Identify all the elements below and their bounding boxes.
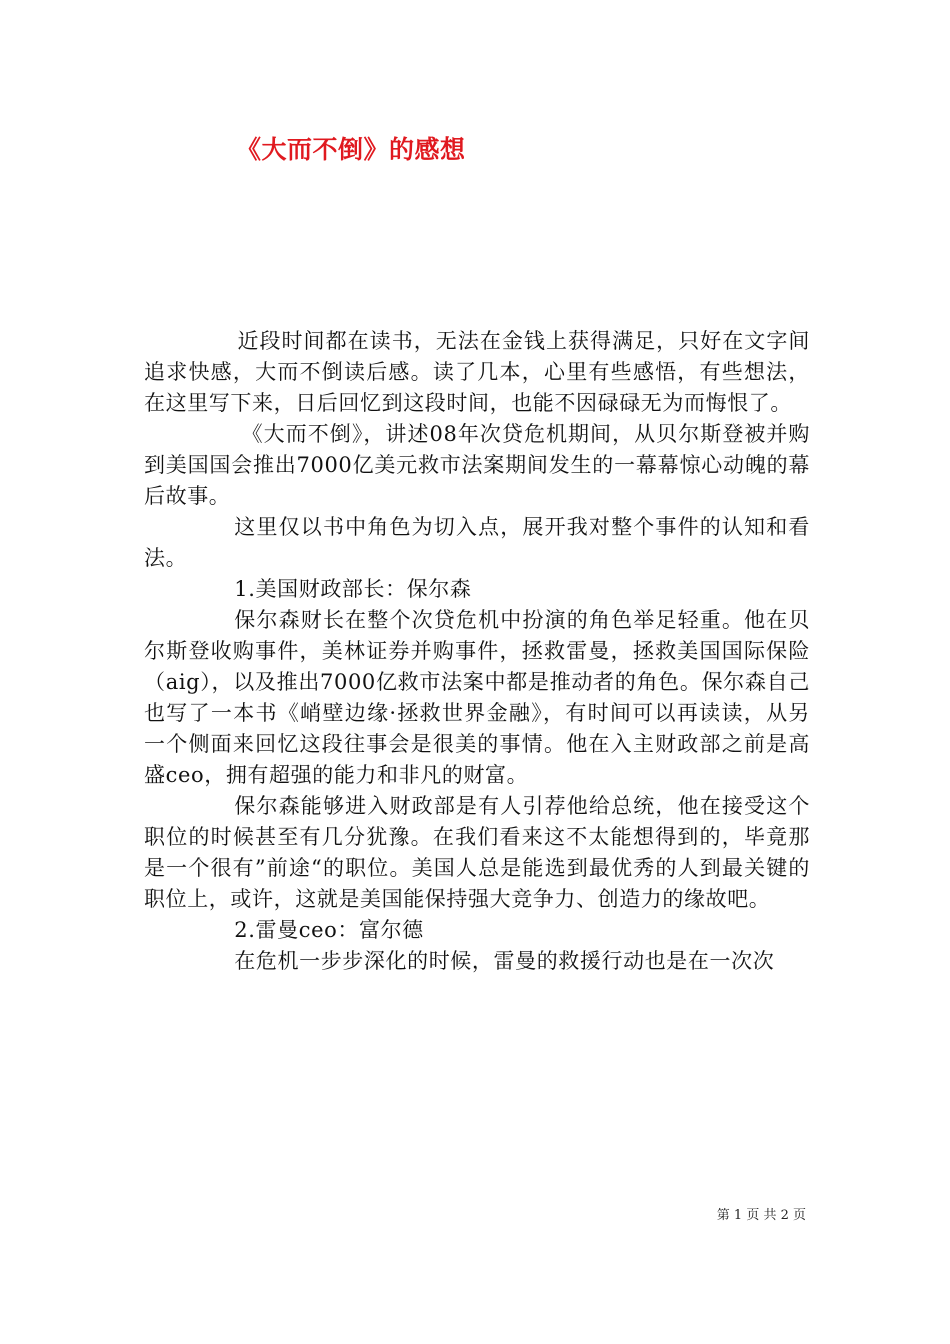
paragraph-perspective: 这里仅以书中角色为切入点，展开我对整个事件的认知和看法。 bbox=[144, 515, 810, 570]
page-number-footer: 第 1 页 共 2 页 bbox=[716, 1208, 806, 1223]
paragraph-intro: 近段时间都在读书，无法在金钱上获得满足，只好在文字间追求快感，大而不倒读后感。读了几本，心里有些感悟，有些想法，在这里写下来，日后回忆到这段时间，也能不因碌碌无为而悔恨了。 bbox=[144, 329, 810, 415]
document-title: 《大而不倒》的感想 bbox=[236, 135, 466, 164]
section-heading-fuld: 2.雷曼ceo：富尔德 bbox=[234, 918, 424, 942]
paragraph-lehman-rescue: 在危机一步步深化的时候，雷曼的救援行动也是在一次次 bbox=[234, 949, 775, 973]
section-heading-paulson: 1.美国财政部长：保尔森 bbox=[234, 577, 472, 601]
paragraph-paulson-appointment: 保尔森能够进入财政部是有人引荐他给总统，他在接受这个职位的时候甚至有几分犹豫。在我们看来这不太能想得到的，毕竟那是一个很有”前途“的职位。美国人总是能选到最优秀的人到最关键的职位上，或许，这就是美国能保持强大竞争力、创造力的缘故吧。 bbox=[144, 794, 810, 911]
document-body bbox=[144, 326, 810, 977]
paragraph-book-summary: 《大而不倒》，讲述08年次贷危机期间，从贝尔斯登被并购到美国国会推出7000亿美元救市法案期间发生的一幕幕惊心动魄的幕后故事。 bbox=[144, 422, 810, 508]
paragraph-paulson-role: 保尔森财长在整个次贷危机中扮演的角色举足轻重。他在贝尔斯登收购事件，美林证券并购事件，拯救雷曼，拯救美国国际保险（aig），以及推出7000亿救市法案中都是推动者的角色。保尔森自己也写了一本书《峭壁边缘·拯救世界金融》，有时间可以再读读，从另一个侧面来回忆这段往事会是很美的事情。他在入主财政部之前是高盛ceo，拥有超强的能力和非凡的财富。 bbox=[144, 608, 810, 787]
